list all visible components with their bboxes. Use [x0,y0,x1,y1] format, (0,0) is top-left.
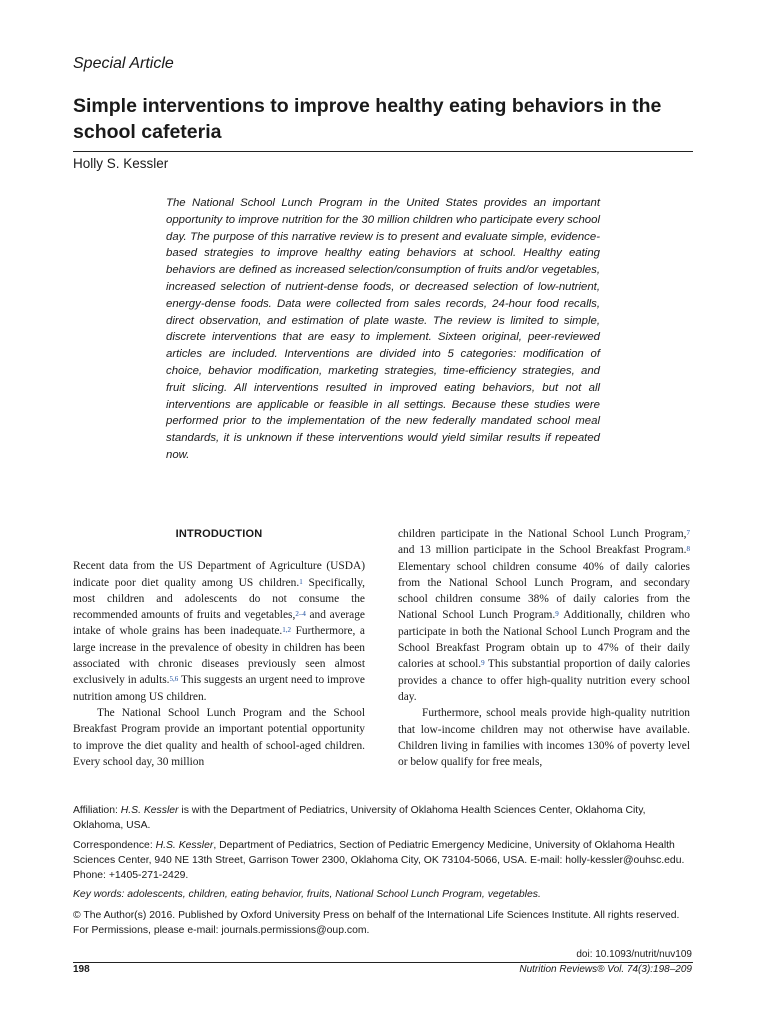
paragraph-text: This suggests an urgent need to improve nutrition among US children. [73,674,365,703]
paragraph: Furthermore, school meals provide high-quality nutrition that low-income children may not otherwise have available. Children living in families with incomes 130% of poverty level or below qualify for free meals, [398,707,690,769]
citation-link[interactable]: 9 [481,659,485,668]
copyright-line: © The Author(s) 2016. Published by Oxford University Press on behalf of the International Life Sciences Institute. All rights reserved. [73,910,680,921]
journal-citation: Nutrition Reviews® Vol. 74(3):198–209 [519,964,692,975]
citation-link[interactable]: 5,6 [169,675,179,684]
author-name: Holly S. Kessler [73,156,169,171]
citation-link[interactable]: 8 [686,545,690,554]
copyright-note [73,908,695,938]
paragraph-text: children participate in the National School Lunch Program, [398,528,687,540]
correspondence-note [73,838,695,883]
paragraph-text: Specifically, most children and adolescents do not consume the recommended amounts of fruits and vegetables, [73,576,365,622]
affiliation-label: Affiliation: [73,805,121,816]
paragraph-text: Additionally, children who participate in both the National School Lunch Program and the School Breakfast Program obtain up to 47% of their daily calories at school. [398,609,690,671]
citation-link[interactable]: 1,2 [282,626,292,635]
citation-link[interactable]: 2–4 [295,610,306,619]
permissions-line[interactable]: For Permissions, please e-mail: journals.permissions@oup.com. [73,925,370,936]
right-column [398,526,690,770]
abstract: The National School Lunch Program in the United States provides an important opportunity to improve nutrition for the 30 million children who participate every school day. The purpose of this narrative review is to present and evaluate simple, evidence-based strategies to improve healthy eating behaviors at school. Healthy eating behaviors are defined as increased selection/consumption of fruits and/or vegetables, increased selection of nutrient-dense foods, or decreased selection of low-nutrient, energy-dense foods. Data were collected from sales records, 24-hour food recalls, direct observation, and estimation of plate waste. The review is limited to simple, discrete interventions that are easy to implement. Sixteen original, peer-reviewed articles are included. Interventions are divided into 5 categories: modification of choice, behavior modification, marketing strategies, time-efficiency strategies, and fruit slicing. All interventions resulted in improved eating behaviors, but not all interventions are applicable or feasible in all settings. Because these studies were performed prior to the implementation of the new federally mandated school meal standards, it is unknown if these interventions would yield similar results if repeated now. [166,197,600,461]
correspondence-text[interactable]: , Department of Pediatrics, Section of Pediatric Emergency Medicine, University of Oklahoma Health Sciences Center, 940 NE 13th Street, Garrison Tower 2300, Oklahoma City, OK 73104-5066, USA. E-mail: holly-kessler@ouhsc.edu. Phone: +1405-271-2429. [73,840,685,881]
paragraph-text: and 13 million participate in the School Breakfast Program. [398,544,687,557]
page-number: 198 [73,964,90,975]
footer-rule [73,962,693,963]
citation-link[interactable]: 9 [555,610,559,619]
correspondence-label: Correspondence: [73,840,156,851]
affiliation-name: H.S. Kessler [120,805,179,816]
keywords: Key words: adolescents, children, eating behavior, fruits, National School Lunch Program, vegetables. [73,889,541,900]
paragraph [73,558,365,705]
paragraph-text: Furthermore, a large increase in the prevalence of obesity in children has been associated with chronic diseases previously seen almost exclusively in adults. [73,625,365,687]
paragraph-text: and average intake of whole grains has been inadequate. [73,609,365,638]
paragraph-text: Recent data from the US Department of Agriculture (USDA) indicate poor diet quality among US children. [73,560,365,589]
citation-link[interactable]: 1 [299,577,303,586]
paragraph: The National School Lunch Program and the School Breakfast Program provide an important potential opportunity to improve the diet quality and health of school-aged children. Every school day, 30 million [73,706,365,768]
paragraph-text: Elementary school children consume 40% of daily calories from the National School Lunch Program, and secondary school children consume 38% of daily calories from the National School Lunch Program. [398,560,690,622]
article-title: Simple interventions to improve healthy eating behaviors in the school cafeteria [73,95,662,143]
section-label: Special Article [73,55,174,72]
left-column [73,526,365,770]
correspondence-name: H.S. Kessler [155,840,214,851]
title-rule [73,151,693,152]
affiliation-note [73,803,695,833]
doi-link[interactable]: doi: 10.1093/nutrit/nuv109 [576,949,692,960]
paragraph-text: This substantial proportion of daily calories provides a chance to offer high-quality nutrition every school day. [398,658,691,703]
paragraph [398,526,690,705]
affiliation-text: is with the Department of Pediatrics, University of Oklahoma Health Sciences Center, Oklahoma City, Oklahoma, USA. [73,805,646,831]
section-heading-introduction: INTRODUCTION [175,528,263,540]
citation-link[interactable]: 7 [686,529,690,537]
